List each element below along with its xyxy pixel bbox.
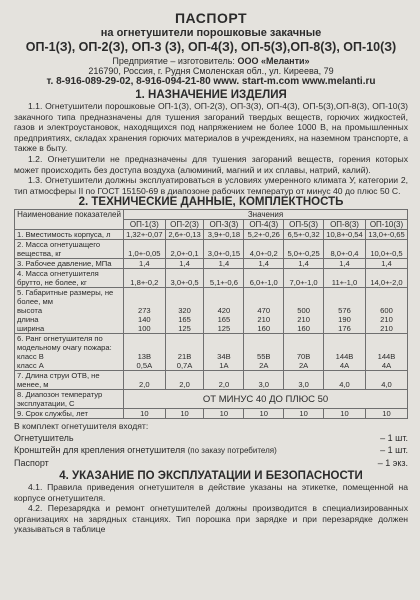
cell: 144В <box>377 352 396 362</box>
cell: 210 <box>380 324 393 334</box>
cell-stack <box>324 334 366 371</box>
cell: 144В <box>335 352 354 362</box>
section4-p2: 4.2. Перезарядка и ремонт огнетушителей должны производится в специализированных организациях на зарядных станциях. Тип порошка при зарядке и при перезарядке должен указываться в таблице <box>14 503 408 535</box>
model-col: ОП-2(3) <box>165 220 204 230</box>
cell: 10,8+-0,54 <box>324 230 366 240</box>
cell: 160 <box>297 324 310 334</box>
cell-stack <box>365 334 407 371</box>
kit-item-qty: – 1 шт. <box>380 444 408 455</box>
cell-stack <box>244 334 284 371</box>
cell: 2,0 <box>204 371 244 390</box>
row-sublabel: класс В <box>17 352 44 362</box>
row-sublabel: длина <box>17 315 39 325</box>
specifications-table <box>14 209 408 419</box>
cell: 3,0 <box>284 371 324 390</box>
cell-stack <box>124 288 166 334</box>
cell: 10 <box>284 409 324 419</box>
model-col: ОП-1(3) <box>124 220 166 230</box>
cell-stack <box>284 288 324 334</box>
cell: 34В <box>217 352 231 362</box>
cell: 13,0+-0,65 <box>365 230 407 240</box>
cell: 1,8+-0,2 <box>124 269 166 288</box>
cell: 4А <box>339 361 350 371</box>
table-row-jet-length <box>15 371 408 390</box>
cell: 210 <box>257 315 271 325</box>
cell: 6,0+-1,0 <box>244 269 284 288</box>
row-label: 5. Габаритные размеры, не более, мм <box>17 288 114 307</box>
document-subtitle: на огнетушители порошковые закачные <box>100 27 322 39</box>
table-row-capacity <box>15 230 408 240</box>
section1-p1: 1.1. Огнетушители порошковые ОП-1(3), ОП-2(3), ОП-3(3), ОП-4(3), ОП-5(3),ОП-8(3), ОП-10(3) закачного типа предназначены для тушения загораний твердых веществ, горючих жидкостей, газов и электроустановок, находящихся под напряжением не более 1000 В, на промышленных предприятиях, складах хранения горючих материалов в учреждениях, на наземном транспорте, а также в быту. <box>14 101 408 154</box>
cell: 10 <box>244 409 284 419</box>
table-row-dimensions <box>15 288 408 334</box>
cell: 2,0 <box>165 371 204 390</box>
cell: 420 <box>217 306 231 316</box>
row-label: 1. Вместимость корпуса, л <box>15 230 124 240</box>
row-label: 6. Ранг огнетушителя по модельному очагу пожара: <box>17 334 112 353</box>
cell: 190 <box>338 315 351 325</box>
cell: 600 <box>380 306 393 316</box>
cell-stack <box>165 334 204 371</box>
cell: 5,0+-0,25 <box>284 240 324 259</box>
kit-intro: В комплект огнетушителя входят: <box>14 421 149 432</box>
cell: 5,2+-0,26 <box>244 230 284 240</box>
manufacturer-line <box>14 56 408 66</box>
section1-p3: 1.3. Огнетушители должны эксплуатироваться в условиях умеренного климата У, категории 2, тип атмосферы II по ГОСТ 15150-69 в диапозоне рабочих температур от минус 40 до плюс 50 С. <box>14 175 408 196</box>
cell: 1,4 <box>165 259 204 269</box>
row-label: 2. Масса огнетушащего вещества, кг <box>15 240 124 259</box>
cell: 10 <box>365 409 407 419</box>
section1-p2: 1.2. Огнетушители не предназначены для тушения загораний веществ, горения которых может происходить без доступа воздуха (алюминий, магний и их сплавы, натрий, калий). <box>14 153 408 175</box>
manufacturer-name: ООО «Меланти» <box>237 56 310 66</box>
section4-p1: 4.1. Правила приведения огнетушителя в действие указаны на этикетке, помещенной на корпусе огнетушителя. <box>14 481 408 503</box>
kit-item-name: Огнетушитель <box>14 432 74 443</box>
temperature-range: ОТ МИНУС 40 ДО ПЛЮС 50 <box>124 390 408 409</box>
row-sublabel: ширина <box>17 324 45 334</box>
cell: 273 <box>137 306 151 316</box>
cell-stack <box>124 334 166 371</box>
kit-item-qty: – 1 экз. <box>377 457 408 468</box>
cell: 2А <box>298 361 309 371</box>
cell: 165 <box>178 315 191 325</box>
cell: 4,0 <box>324 371 366 390</box>
cell-stack <box>324 288 366 334</box>
cell-stack <box>284 334 324 371</box>
model-col: ОП-5(3) <box>284 220 324 230</box>
cell: 1,0+-0,05 <box>124 240 166 259</box>
cell: 7,0+-1,0 <box>284 269 324 288</box>
kit-item <box>14 432 408 444</box>
section2-title: 2. ТЕХНИЧЕСКИЕ ДАННЫЕ, КОМПЛЕКТНОСТЬ <box>78 196 344 209</box>
cell-stack <box>204 288 244 334</box>
model-col: ОП-3(3) <box>204 220 244 230</box>
manufacturer-label: Предприятие – изготовитель: <box>112 56 235 66</box>
cell: 2А <box>259 361 269 371</box>
table-row-gross-mass <box>15 269 408 288</box>
cell: 70В <box>296 352 311 362</box>
kit-item-qty: – 1 шт. <box>380 432 408 443</box>
cell: 176 <box>338 324 351 334</box>
cell: 5,1+-0,6 <box>204 269 244 288</box>
cell: 3,0+-0,5 <box>165 269 204 288</box>
cell: 500 <box>297 306 310 316</box>
cell: 165 <box>217 315 231 325</box>
section4-title: 4. УКАЗАНИЕ ПО ЭКСПЛУАТАЦИИ И БЕЗОПАСНОСТИ <box>59 469 363 482</box>
row-label: 3. Рабочее давление, МПа <box>15 259 124 269</box>
cell: 6,5+-0,32 <box>284 230 324 240</box>
cell-stack <box>365 288 407 334</box>
kit-item <box>14 444 408 457</box>
cell: 10 <box>124 409 166 419</box>
cell: 13В <box>137 352 152 362</box>
cell: 1,4 <box>204 259 244 269</box>
cell: 0,5А <box>136 361 153 371</box>
contact-phones: т. 8-916-089-29-02, 8-916-094-21-80 www. start-m.com www.melanti.ru <box>46 76 376 87</box>
cell: 470 <box>257 306 271 316</box>
table-header-values: Значения <box>124 210 408 220</box>
cell: 2,6+-0,13 <box>165 230 204 240</box>
kit-item-name: Кронштейн для крепления огнетушителя <box>14 444 186 455</box>
cell-stack <box>244 288 284 334</box>
table-row-temperature <box>15 390 408 409</box>
manufacturer-address: 216790, Россия, г. Рудня Смоленская обл., ул. Киреева, 79 <box>88 66 334 76</box>
model-list: ОП-1(З), ОП-2(З), ОП-3 (З), ОП-4(З), ОП-5(З),ОП-8(З), ОП-10(З) <box>25 40 397 54</box>
table-row-fire-rank <box>15 334 408 371</box>
table-row-agent-mass <box>15 240 408 259</box>
cell: 10,0+-0,5 <box>365 240 407 259</box>
cell: 3,0+-0,15 <box>204 240 244 259</box>
row-label: 4. Масса огнетушителя брутто, не более, кг <box>15 269 124 288</box>
cell: 21В <box>177 352 192 362</box>
row-label: 9. Срок службы, лет <box>15 409 124 419</box>
cell: 1,4 <box>324 259 366 269</box>
kit-item-name: Паспорт <box>14 457 49 468</box>
cell: 1А <box>219 361 229 371</box>
model-col: ОП-4(3) <box>244 220 284 230</box>
row-label-rank <box>15 334 124 371</box>
cell: 160 <box>257 324 271 334</box>
cell: 125 <box>217 324 231 334</box>
cell: 100 <box>137 324 151 334</box>
cell: 11+-1,0 <box>324 269 366 288</box>
model-col: ОП-8(3) <box>324 220 366 230</box>
cell: 1,4 <box>284 259 324 269</box>
section1-title: 1. НАЗНАЧЕНИЕ ИЗДЕЛИЯ <box>135 89 287 101</box>
cell: 8,0+-0,4 <box>324 240 366 259</box>
cell: 10 <box>165 409 204 419</box>
cell: 210 <box>297 315 310 325</box>
cell: 1,4 <box>244 259 284 269</box>
cell: 4А <box>381 361 392 371</box>
cell: 320 <box>178 306 191 316</box>
row-label: 8. Диапозон температур эксплуатации, С <box>15 390 124 409</box>
cell: 4,0 <box>365 371 407 390</box>
cell: 10 <box>324 409 366 419</box>
row-label: 7. Длина струи ОТВ, не менее, м <box>15 371 124 390</box>
cell: 2,0+-0,1 <box>165 240 204 259</box>
cell: 3,9+-0,18 <box>204 230 244 240</box>
cell-stack <box>204 334 244 371</box>
cell: 14,0+-2,0 <box>365 269 407 288</box>
cell: 1,4 <box>124 259 166 269</box>
cell: 2,0 <box>124 371 166 390</box>
model-col: ОП-10(3) <box>365 220 407 230</box>
kit-item-note: (по заказу потребителя) <box>187 445 277 455</box>
table-header-name: Наименование показателей <box>15 210 124 230</box>
cell: 4,0+-0,2 <box>244 240 284 259</box>
row-sublabel: класс А <box>17 361 44 371</box>
row-sublabel: высота <box>17 306 43 316</box>
cell: 55В <box>256 352 271 362</box>
cell-stack <box>165 288 204 334</box>
cell: 210 <box>380 315 393 325</box>
cell: 1,32+-0,07 <box>124 230 166 240</box>
cell: 576 <box>338 306 351 316</box>
document-title: ПАСПОРТ <box>174 10 248 26</box>
cell: 0,7А <box>176 361 193 371</box>
cell: 125 <box>178 324 191 334</box>
table-row-service-life <box>15 409 408 419</box>
cell: 140 <box>137 315 151 325</box>
kit-item <box>14 457 408 469</box>
table-row-pressure <box>15 259 408 269</box>
cell: 10 <box>204 409 244 419</box>
row-label-dimensions <box>15 288 124 334</box>
cell: 3,0 <box>244 371 284 390</box>
cell: 1,4 <box>365 259 407 269</box>
